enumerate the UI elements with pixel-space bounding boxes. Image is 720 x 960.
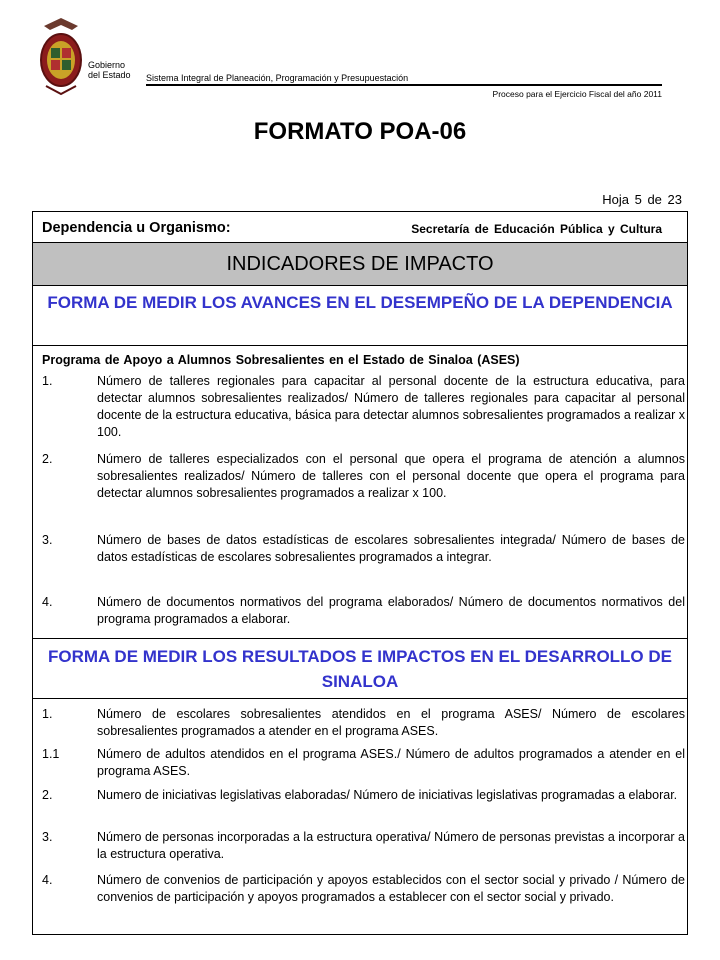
header-rule	[146, 84, 662, 86]
list-item	[42, 594, 685, 628]
item-number: 1.1	[42, 747, 60, 761]
page-title: FORMATO POA-06	[253, 118, 467, 145]
section-results-content	[33, 700, 687, 934]
item-number: 4.	[42, 595, 53, 609]
item-number: 2.	[42, 788, 53, 802]
indicators-title: INDICADORES DE IMPACTO	[226, 253, 494, 275]
section-heading-results: FORMA DE MEDIR LOS RESULTADOS E IMPACTOS EN EL DESARROLLO DE SINALOA	[33, 639, 687, 699]
item-text: Número de documentos normativos del programa elaborados/ Número de documentos normativos del programa programados a elaborar.	[97, 595, 685, 626]
list-item	[42, 829, 685, 863]
dependency-value: Secretaría de Educación Pública y Cultura	[411, 222, 662, 236]
list-item	[42, 787, 685, 804]
program-title: Programa de Apoyo a Alumnos Sobresalientes en el Estado de Sinaloa (ASES)	[42, 353, 520, 367]
item-text: Número de convenios de participación y apoyos establecidos con el sector social y privado / Número de convenios de participación y apoyos programados a establecer con el sector social y privado.	[97, 873, 685, 904]
item-number: 4.	[42, 873, 53, 887]
list-item	[42, 706, 685, 740]
item-text: Número de talleres regionales para capacitar al personal docente de la estructura educativa, para detectar alumnos sobresalientes realizados/ Número de talleres regionales para capacitar al personal docente de la estructura educativa, básica para detectar alumnos sobresalientes programados a realizar x 100.	[97, 374, 685, 439]
gobierno-label: Gobierno	[88, 60, 126, 70]
item-number: 1.	[42, 707, 53, 721]
list-item	[42, 532, 685, 566]
del-estado-label: del Estado	[88, 70, 131, 80]
item-text: Número de adultos atendidos en el programa ASES./ Número de adultos programados a atender en el programa ASES.	[97, 747, 685, 778]
item-number: 1.	[42, 374, 53, 388]
list-item	[42, 451, 685, 502]
list-item	[42, 373, 685, 441]
list-item	[42, 872, 685, 906]
item-text: Numero de iniciativas legislativas elaboradas/ Número de iniciativas legislativas programadas a elaborar.	[97, 788, 678, 802]
dependency-label: Dependencia u Organismo:	[42, 220, 231, 236]
item-number: 3.	[42, 533, 53, 547]
list-item	[42, 746, 685, 780]
system-name: Sistema Integral de Planeación, Programación y Presupuestación	[146, 73, 409, 83]
section-heading-advances: FORMA DE MEDIR LOS AVANCES EN EL DESEMPEÑO DE LA DEPENDENCIA	[33, 286, 687, 346]
sheet-number: Hoja 5 de 23	[602, 192, 682, 207]
item-text: Número de bases de datos estadísticas de escolares sobresalientes integrada/ Número de bases de datos estadísticas de escolares sobresalientes programados a integrar.	[97, 533, 685, 564]
item-text: Número de personas incorporadas a la estructura operativa/ Número de personas previstas a incorporar a la estructura operativa.	[97, 830, 685, 861]
section-advances-content	[33, 347, 687, 639]
indicators-band	[33, 243, 687, 286]
item-number: 2.	[42, 452, 53, 466]
item-text: Número de escolares sobresalientes atendidos en el programa ASES/ Número de escolares sobresalientes programados a atender en el programa ASES.	[97, 707, 685, 738]
item-number: 3.	[42, 830, 53, 844]
form-frame	[32, 211, 688, 935]
state-seal-logo	[38, 16, 84, 96]
process-label: Proceso para el Ejercicio Fiscal del año 2011	[492, 89, 662, 99]
item-text: Número de talleres especializados con el personal que opera el programa de atención a alumnos sobresalientes realizados/ Número de talleres con el personal docente que opera el programa para detectar alumnos sobresalientes programados a realizar x 100.	[97, 452, 685, 500]
dependency-row	[33, 212, 687, 243]
